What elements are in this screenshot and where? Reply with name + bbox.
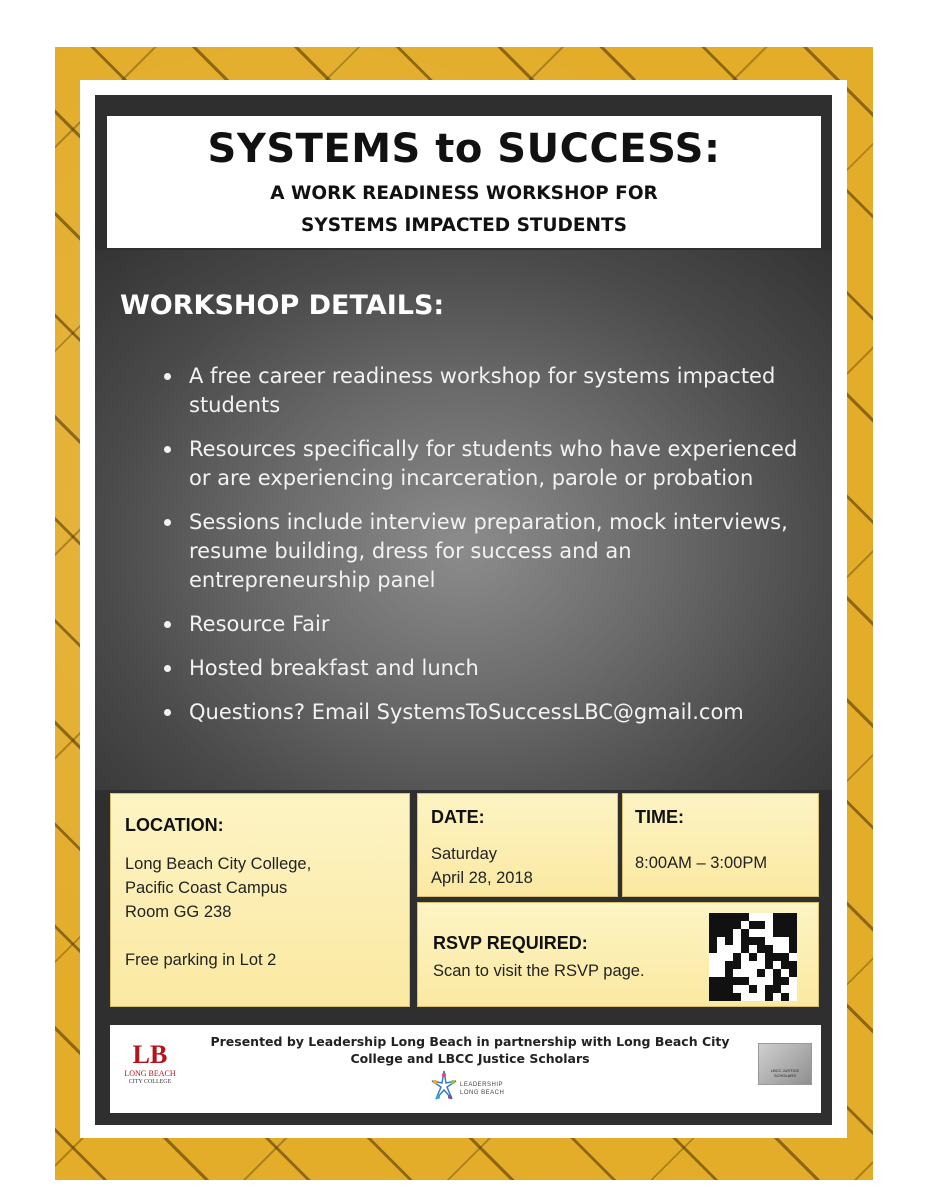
qr-module [789,921,797,929]
qr-module [773,945,781,953]
qr-module [781,945,789,953]
qr-module [765,953,773,961]
bullet-icon [164,373,171,380]
qr-module [741,929,749,937]
title-box [107,116,821,248]
qr-module [717,913,725,921]
qr-module [773,921,781,929]
qr-module [741,953,749,961]
qr-module [765,937,773,945]
qr-module [757,985,765,993]
lbcc-logo-mark: LB [132,1040,168,1069]
date-card [417,793,618,897]
qr-module [741,977,749,985]
qr-module [749,969,757,977]
qr-module [789,977,797,985]
qr-module [725,969,733,977]
qr-module [765,985,773,993]
qr-module [773,969,781,977]
page-title: SYSTEMS to SUCCESS: [207,126,721,172]
list-item [160,362,800,420]
qr-module [717,929,725,937]
qr-module [765,929,773,937]
qr-module [757,913,765,921]
qr-module [781,993,789,1001]
qr-module [709,945,717,953]
qr-module [717,921,725,929]
qr-module [725,945,733,953]
list-item [160,610,800,639]
lbcc-logo [120,1041,180,1091]
rsvp-label: RSVP REQUIRED: [433,933,588,953]
location-card [110,793,410,1007]
footer-presented-by: Presented by Leadership Long Beach in partnership with Long Beach City College and LBCC Justice Scholars [210,1034,730,1066]
qr-module [717,993,725,1001]
qr-module [757,977,765,985]
qr-module [781,977,789,985]
qr-module [709,985,717,993]
qr-module [717,969,725,977]
llb-logo-line-2: LONG BEACH [460,1090,505,1096]
bullet-icon [164,446,171,453]
qr-module [757,953,765,961]
qr-module [749,993,757,1001]
qr-module [741,937,749,945]
qr-module [757,929,765,937]
date-full: April 28, 2018 [431,869,533,887]
qr-module [733,985,741,993]
date-label: DATE: [431,807,485,827]
qr-module [733,961,741,969]
qr-module [781,969,789,977]
qr-module [725,937,733,945]
star-burst-icon [430,1069,458,1105]
subtitle-line-2: SYSTEMS IMPACTED STUDENTS [301,215,627,236]
qr-module [757,937,765,945]
qr-module [725,993,733,1001]
qr-module [773,913,781,921]
lbcc-logo-line-2: CITY COLLEGE [128,1079,172,1085]
bullet-icon [164,621,171,628]
subtitle-line-1: A WORK READINESS WORKSHOP FOR [270,183,658,204]
qr-module [709,929,717,937]
time-label: TIME: [635,807,684,827]
location-line-3: Room GG 238 [125,903,232,921]
qr-module [789,961,797,969]
footer-sponsors [110,1025,821,1113]
qr-module [733,913,741,921]
qr-module [733,993,741,1001]
qr-module [741,945,749,953]
qr-module [789,945,797,953]
qr-module [741,961,749,969]
llb-logo-line-1: LEADERSHIP [460,1082,504,1088]
qr-module [733,969,741,977]
qr-module [709,913,717,921]
qr-module [773,985,781,993]
qr-module [709,961,717,969]
qr-module [725,977,733,985]
qr-module [765,921,773,929]
rsvp-qr-code[interactable] [709,913,797,1001]
qr-module [757,993,765,1001]
qr-module [733,937,741,945]
qr-module [781,929,789,937]
qr-module [717,985,725,993]
qr-module [741,921,749,929]
qr-module [781,985,789,993]
qr-module [765,977,773,985]
list-item-text: Sessions include interview preparation, mock interviews, resume building, dress for success and an entrepreneurship panel [189,510,788,592]
list-item [160,508,800,595]
qr-module [773,993,781,1001]
workshop-details-list [160,362,800,742]
time-value: 8:00AM – 3:00PM [635,854,768,872]
list-item [160,698,800,727]
qr-module [789,929,797,937]
qr-module [773,977,781,985]
qr-module [773,937,781,945]
location-label: LOCATION: [125,815,224,835]
qr-module [765,913,773,921]
leadership-long-beach-logo [430,1069,510,1109]
date-day: Saturday [431,845,498,863]
qr-module [725,961,733,969]
qr-module [749,929,757,937]
qr-module [717,945,725,953]
qr-module [725,921,733,929]
qr-module [741,913,749,921]
qr-module [709,977,717,985]
qr-module [709,953,717,961]
lbcc-justice-scholars-logo [758,1043,812,1085]
qr-module [733,977,741,985]
qr-module [749,945,757,953]
qr-module [789,969,797,977]
bullet-icon [164,519,171,526]
qr-module [741,969,749,977]
qr-module [757,961,765,969]
qr-module [725,985,733,993]
qr-module [789,993,797,1001]
qr-module [781,913,789,921]
bullet-icon [164,709,171,716]
qr-module [781,937,789,945]
qr-module [709,937,717,945]
qr-module [749,977,757,985]
qr-module [765,993,773,1001]
qr-module [781,961,789,969]
qr-module [757,921,765,929]
qr-module [789,985,797,993]
qr-module [741,985,749,993]
qr-module [733,921,741,929]
qr-module [749,937,757,945]
qr-module [765,969,773,977]
qr-module [773,953,781,961]
location-line-1: Long Beach City College, [125,855,312,873]
location-address [125,852,311,924]
qr-module [717,961,725,969]
qr-module [765,961,773,969]
justice-logo-text: LBCC JUSTICE SCHOLARS [770,1068,800,1078]
qr-module [781,921,789,929]
qr-module [709,921,717,929]
list-item [160,654,800,683]
qr-module [733,953,741,961]
lbcc-logo-line-1: LONG BEACH [124,1069,176,1078]
list-item-text: Hosted breakfast and lunch [189,656,479,680]
list-item-text: Resources specifically for students who have experienced or are experiencing incarceration, parole or probation [189,437,798,490]
qr-module [757,969,765,977]
qr-module [789,937,797,945]
qr-module [733,945,741,953]
qr-module [725,953,733,961]
qr-module [773,929,781,937]
qr-module [717,953,725,961]
qr-module [709,993,717,1001]
list-item-text: Resource Fair [189,612,330,636]
qr-module [709,969,717,977]
list-item-text: A free career readiness workshop for systems impacted students [189,364,776,417]
parking-info: Free parking in Lot 2 [125,951,277,969]
qr-module [789,913,797,921]
qr-module [765,945,773,953]
qr-module [741,993,749,1001]
qr-module [725,913,733,921]
time-card [622,793,819,897]
qr-module [749,921,757,929]
qr-module [725,929,733,937]
date-value [431,842,533,890]
rsvp-text: Scan to visit the RSVP page. [433,962,645,980]
qr-module [789,953,797,961]
qr-module [781,953,789,961]
qr-module [773,961,781,969]
qr-module [749,953,757,961]
qr-module [749,961,757,969]
qr-module [749,913,757,921]
bullet-icon [164,665,171,672]
qr-module [717,937,725,945]
location-line-2: Pacific Coast Campus [125,879,288,897]
list-item [160,435,800,493]
qr-module [733,929,741,937]
page-subtitle [107,178,821,242]
contact-email-text: Questions? Email SystemsToSuccessLBC@gmail.com [189,700,744,724]
qr-module [749,985,757,993]
qr-module [717,977,725,985]
workshop-details-heading: WORKSHOP DETAILS: [120,290,445,321]
qr-module [757,945,765,953]
